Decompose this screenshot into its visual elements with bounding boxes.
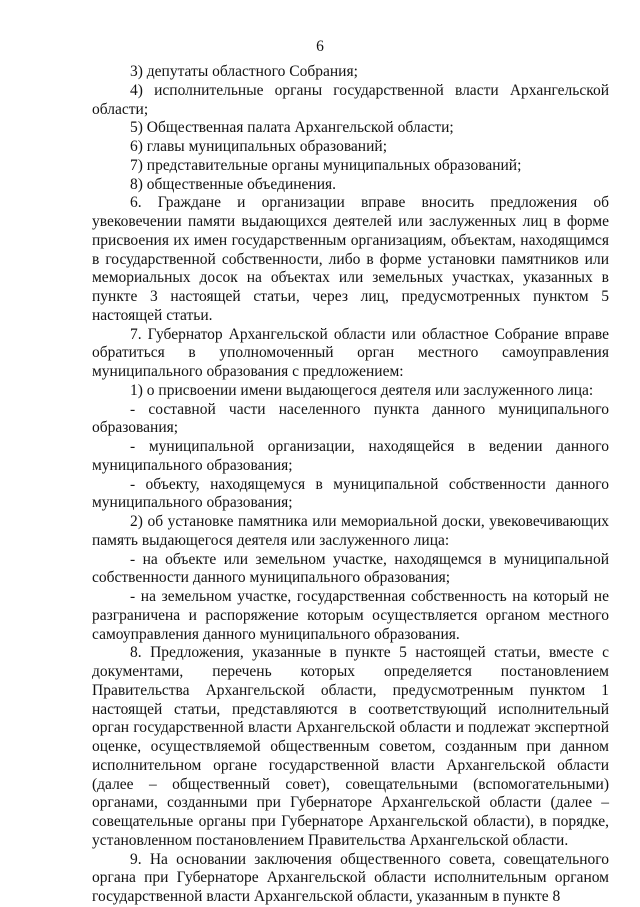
paragraph-public-chamber: 5) Общественная палата Архангельской области; bbox=[130, 119, 454, 137]
paragraph-item-7-1-c: - объекту, находящемуся в муниципальной собственности данного муниципального образования; bbox=[92, 475, 609, 512]
paragraph-municipal-heads: 6) главы муниципальных образований; bbox=[130, 138, 387, 155]
paragraph-deputies: 3) депутаты областного Собрания; bbox=[130, 63, 358, 80]
page-number: 6 bbox=[316, 38, 324, 55]
paragraph-representative-bodies: 7) представительные органы муниципальных образований; bbox=[130, 156, 522, 174]
paragraph-executive-bodies: 4) исполнительные органы государственной власти Архангельской области; bbox=[92, 81, 609, 118]
document-body bbox=[92, 63, 609, 907]
paragraph-public-associations: 8) общественные объединения. bbox=[130, 175, 337, 193]
paragraph-item-7-1: 1) о присвоении имени выдающегося деятеля или заслуженного лица: bbox=[130, 381, 594, 399]
paragraph-item-7-2: 2) об установке памятника или мемориальной доски, увековечивающих память выдающегося деятеля или заслуженного лица: bbox=[92, 513, 609, 549]
paragraph-item-8: 8. Предложения, указанные в пункте 5 настоящей статьи, вместе с документами, перечень которых определяется постановлением Правительства Архангельской области, предусмотренным пунктом 1 настоящей статьи, представляются в соответствующий исполнительный орган государственной власти Архангельской области и подлежат экспертной оценке, осуществляемой общественным советом, созданным при данном исполнительном органе государственной власти Архангельской области (далее – общественный совет), совещательными (вспомогательными) органами, созданными при Губернаторе Архангельской области (далее – совещательные органы при Губернаторе Архангельской области), в порядке, установленном постановлением Правительства Архангельской области. bbox=[92, 644, 609, 849]
paragraph-item-6: 6. Граждане и организации вправе вносить предложения об увековечении памяти выдающихся деятелей или заслуженных лиц в форме присвоения их имен государственным организациям, объектам, находящимся в государственной собственности, либо в форме установки памятников или мемориальных досок на объектах или земельных участках, указанных в пункте 3 настоящей статьи, через лиц, предусмотренных пунктом 5 настоящей статьи. bbox=[92, 194, 609, 324]
paragraph-item-7-2-a: - на объекте или земельном участке, находящемся в муниципальной собственности данного муниципального образования; bbox=[92, 550, 609, 587]
paragraph-item-7-2-b: - на земельном участке, государственная собственность на который не разграничена и распоряжение которым осуществляется органом местного самоуправления данного муниципального образования. bbox=[92, 588, 609, 643]
paragraph-item-9: 9. На основании заключения общественного совета, совещательного органа при Губернаторе Архангельской области исполнительным органом государственной власти Архангельской области, указанным в пункте 8 bbox=[92, 850, 609, 905]
paragraph-item-7-1-b: - муниципальной организации, находящейся в ведении данного муниципального образования; bbox=[92, 438, 609, 474]
paragraph-item-7: 7. Губернатор Архангельской области или областное Собрание вправе обратиться в уполномоченный орган местного самоуправления муниципального образования с предложением: bbox=[92, 325, 609, 380]
paragraph-item-7-1-a: - составной части населенного пункта данного муниципального образования; bbox=[92, 400, 609, 437]
